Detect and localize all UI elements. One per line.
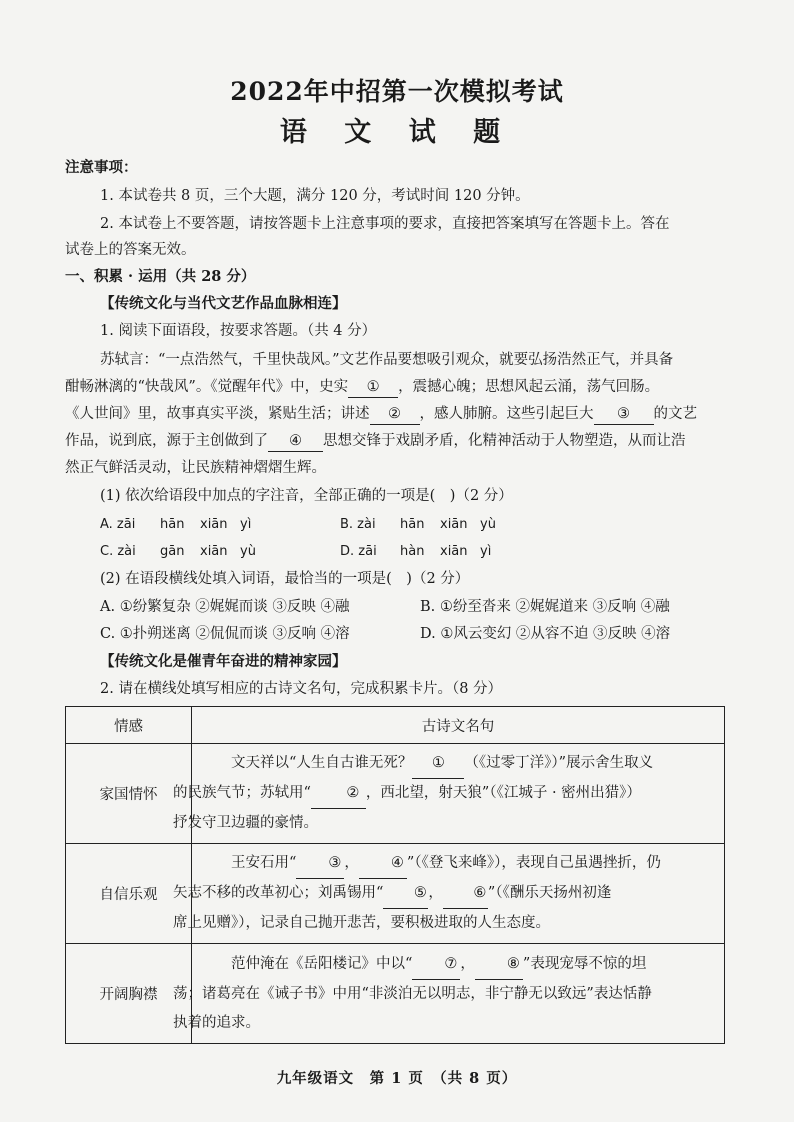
theme-1-heading: 【传统文化与当代文艺作品血脉相连】 [100,295,347,312]
card-quote-cell: 王安石用“ ③ ， ④ ”（《登飞来峰》），表现自己虽遇挫折，仍 矢志不移的改革初心；刘禹锡用“ ⑤ ， ⑥ ”（《酬乐天扬州初逢 席上见赠》），记录自己抛开悲苦，要积极进取的人生态度。 [192,844,725,944]
subquestion-1-option-a: A. zāi hān xiān yì [100,517,252,532]
notice-item-1: 1. 本试卷共 8 页，三个大题，满分 120 分，考试时间 120 分钟。 [100,188,530,204]
subquestion-1-stem: (1) 依次给语段中加点的字注音，全部正确的一项是( )（2 分） [100,488,513,504]
answer-blank-r2-4: ④ [359,849,407,879]
card-quote-cell: 文天祥以“人生自古谁无死？ ① （《过零丁洋》）”展示舍生取义 的民族气节；苏轼用“ ② ，西北望，射天狼”（《江城子 · 密州出猎》） 抒发守卫边疆的豪情。 [192,744,725,844]
answer-blank-r2-6: ⑥ [443,879,488,909]
card-emotion-cell: 家国情怀 [66,744,192,844]
subquestion-2-option-b: B. ①纷至沓来 ②娓娓道来 ③反响 ④融 [420,599,670,615]
notice-item-2a: 2. 本试卷上不要答题，请按答题卡上注意事项的要求，直接把答案填写在答题卡上。答在 [100,216,670,232]
card-row-patriotism [66,744,725,844]
exam-subtitle: 语 文 试 题 [279,117,515,148]
card-row-broad-mind [66,944,725,1044]
notice-heading: 注意事项： [65,159,138,176]
answer-blank-3: ③ [594,404,654,425]
card-header-quotes: 古诗文名句 [192,707,725,744]
answer-blank-r2-5: ⑤ [383,879,428,909]
answer-blank-r3-7: ⑦ [412,950,460,980]
accumulation-card-table [65,706,725,1044]
subquestion-1-option-c: C. zài gān xiān yù [100,544,256,559]
card-header-emotion: 情感 [66,707,192,744]
answer-blank-r1-1: ① [412,749,464,779]
passage-line-5: 然正气鲜活灵动，让民族精神熠熠生辉。 [65,460,326,476]
section-1-heading: 一、积累 · 运用（共 28 分） [65,268,256,285]
question-2-stem: 2. 请在横线处填写相应的古诗文名句，完成积累卡片。（8 分） [100,681,503,697]
answer-blank-r2-3: ③ [296,849,344,879]
passage-line-1: 苏轼言：“一点浩然气，千里快哉风。”文艺作品要想吸引观众，就要弘扬浩然正气，并具备 [100,352,674,368]
subquestion-2-stem: (2) 在语段横线处填入词语，最恰当的一项是( )（2 分） [100,571,470,587]
card-header-row [66,707,725,744]
subquestion-1-option-d: D. zāi hàn xiān yì [340,544,492,559]
passage-line-3: 《人世间》里，故事真实平淡，紧贴生活；讲述 ② ，感人肺腑。这些引起巨大 ③ 的文艺 [65,404,697,425]
subquestion-2-option-a: A. ①纷繁复杂 ②娓娓而谈 ③反映 ④融 [100,599,350,615]
subquestion-1-option-b: B. zài hān xiān yù [340,517,496,532]
card-row-optimism [66,844,725,944]
answer-blank-4: ④ [268,431,323,452]
answer-blank-r1-2: ② [311,779,366,809]
card-emotion-cell: 开阔胸襟 [66,944,192,1044]
passage-line-2: 酣畅淋漓的“快哉风”。《觉醒年代》中，史实 ① ，震撼心魄；思想风起云涌，荡气回肠。 [65,377,659,398]
exam-title: 2022年中招第一次模拟考试 [230,77,564,106]
answer-blank-2: ② [370,404,420,425]
answer-blank-1: ① [348,377,398,398]
card-emotion-cell: 自信乐观 [66,844,192,944]
subquestion-2-option-c: C. ①扑朔迷离 ②侃侃而谈 ③反响 ④溶 [100,626,350,642]
passage-line-4: 作品，说到底，源于主创做到了 ④ 思想交锋于戏剧矛盾，化精神活动于人物塑造，从而让浩 [65,431,686,452]
subquestion-2-option-d: D. ①风云变幻 ②从容不迫 ③反映 ④溶 [420,626,671,642]
question-1-stem: 1. 阅读下面语段，按要求答题。（共 4 分） [100,323,377,339]
card-quote-cell: 范仲淹在《岳阳楼记》中以“ ⑦ ， ⑧ ”表现宠辱不惊的坦 荡；诸葛亮在《诫子书》中用“非淡泊无以明志，非宁静无以致远”表达恬静 执着的追求。 [192,944,725,1044]
theme-2-heading: 【传统文化是催青年奋进的精神家园】 [100,653,347,670]
page-footer: 九年级语文 第 1 页 （共 8 页） [276,1070,518,1087]
notice-item-2b: 试卷上的答案无效。 [65,242,196,258]
answer-blank-r3-8: ⑧ [475,950,523,980]
